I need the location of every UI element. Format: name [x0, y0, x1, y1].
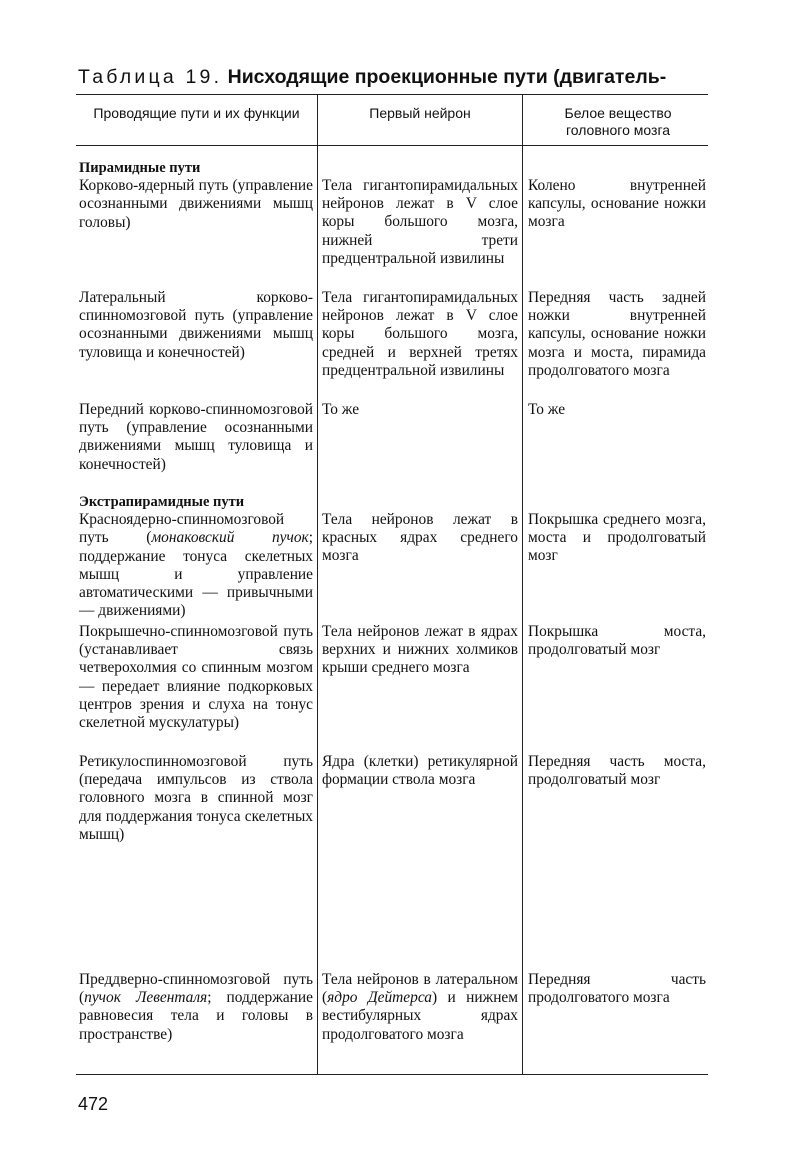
- header-white-matter: Белое вещество головного мозга: [564, 105, 672, 138]
- header-divider: [76, 145, 708, 146]
- table-row-white-matter: Передняя часть продолговатого мозга: [528, 971, 706, 1007]
- table-row-pathway: [79, 159, 313, 232]
- table-row-white-matter: Колено внутренней капсулы, основание ножки мозга: [528, 177, 706, 231]
- table-row-white-matter: Передняя часть задней ножки внутренней капсулы, основание ножки мозга и моста, пирамида продолговатого мозга: [528, 289, 706, 379]
- table-row-neuron: Тела гигантопирамидальных нейронов лежат в V слое коры большого мозга, средней и верхней третях предцентральной извилины: [322, 289, 518, 379]
- column-divider: [317, 95, 318, 1074]
- pathway-text: ; поддержание равновесия тела и головы в пространстве): [79, 989, 313, 1043]
- column-divider: [522, 95, 523, 1074]
- table-title-text: Нисходящие проекционные пути (двигатель-: [227, 66, 667, 88]
- section-heading-pyramidal: Пирамидные пути: [79, 160, 201, 176]
- table-title: [78, 66, 666, 89]
- table-row-white-matter: Покрышка среднего мозга, моста и продолговатый мозг: [528, 511, 706, 565]
- pathway-italic-term: пучок Левенталя: [84, 989, 208, 1007]
- neuron-text: ) и нижнем вестибулярных ядрах продолговатого мозга: [322, 989, 518, 1043]
- table-row-white-matter: Покрышка моста, продолговатый мозг: [528, 623, 706, 659]
- header-pathways: Проводящие пути и их функции: [93, 105, 300, 121]
- table-row-pathway: Ретикулоспинномозговой путь (передача импульсов из ствола головного мозга в спинной мозг для поддержания тонуса скелетных мышц): [79, 753, 313, 843]
- table-row-neuron: То же: [322, 401, 360, 418]
- page-number: 472: [78, 1094, 109, 1114]
- table-row-white-matter: Передняя часть моста, продолговатый мозг: [528, 753, 706, 789]
- pathway-text: Красноядерно-спинномозговой путь (: [79, 511, 285, 547]
- pathway-text: Преддверно-спинномозговой путь (: [79, 971, 313, 1007]
- pathway-text: Корково-ядерный путь (управление осознанными движениями мышц головы): [79, 177, 313, 231]
- table-row-neuron: Ядра (клетки) ретикулярной формации ствола мозга: [322, 753, 518, 789]
- pathway-text: ; поддержание тонуса скелетных мышц и управление автоматическими — привычными — движениями): [79, 529, 314, 620]
- table-row-neuron: [322, 971, 518, 1044]
- section-heading-extrapyramidal: Экстрапирамидные пути: [79, 494, 245, 510]
- table-row-neuron: Тела нейронов лежат в ядрах верхних и нижних холмиков крыши среднего мозга: [322, 623, 518, 677]
- table-row-pathway: Латеральный корково-спинномозговой путь (управление осознанными движениями мышц туловища и конечностей): [79, 289, 313, 361]
- table-row-neuron: Тела гигантопирамидальных нейронов лежат в V слое коры большого мозга, нижней трети предцентральной извилины: [322, 177, 518, 267]
- table-row-pathway: Покрышечно-спинномозговой путь (устанавливает связь четверохолмия со спинным мозгом — передает влияние подкорковых центров зрения и слуха на тонус скелетной мускулатуры): [79, 623, 313, 732]
- table-row-pathway: Передний корково-спинномозговой путь (управление осознанными движениями мышц туловища и конечностей): [79, 401, 313, 473]
- table-row-white-matter: То же: [528, 401, 566, 418]
- table-row-pathway: [79, 493, 313, 620]
- table-row-pathway: [79, 971, 313, 1044]
- descending-pathways-table: [76, 94, 708, 1075]
- table-title-label: Таблица 19.: [78, 66, 223, 88]
- pathway-italic-term: монаковский пучок: [151, 529, 309, 547]
- neuron-italic-term: ядро Дейтерса: [327, 989, 432, 1007]
- header-first-neuron: Первый нейрон: [369, 105, 471, 121]
- neuron-text: Тела нейронов в латеральном (: [322, 971, 518, 1007]
- table-row-neuron: Тела нейронов лежат в красных ядрах среднего мозга: [322, 511, 518, 565]
